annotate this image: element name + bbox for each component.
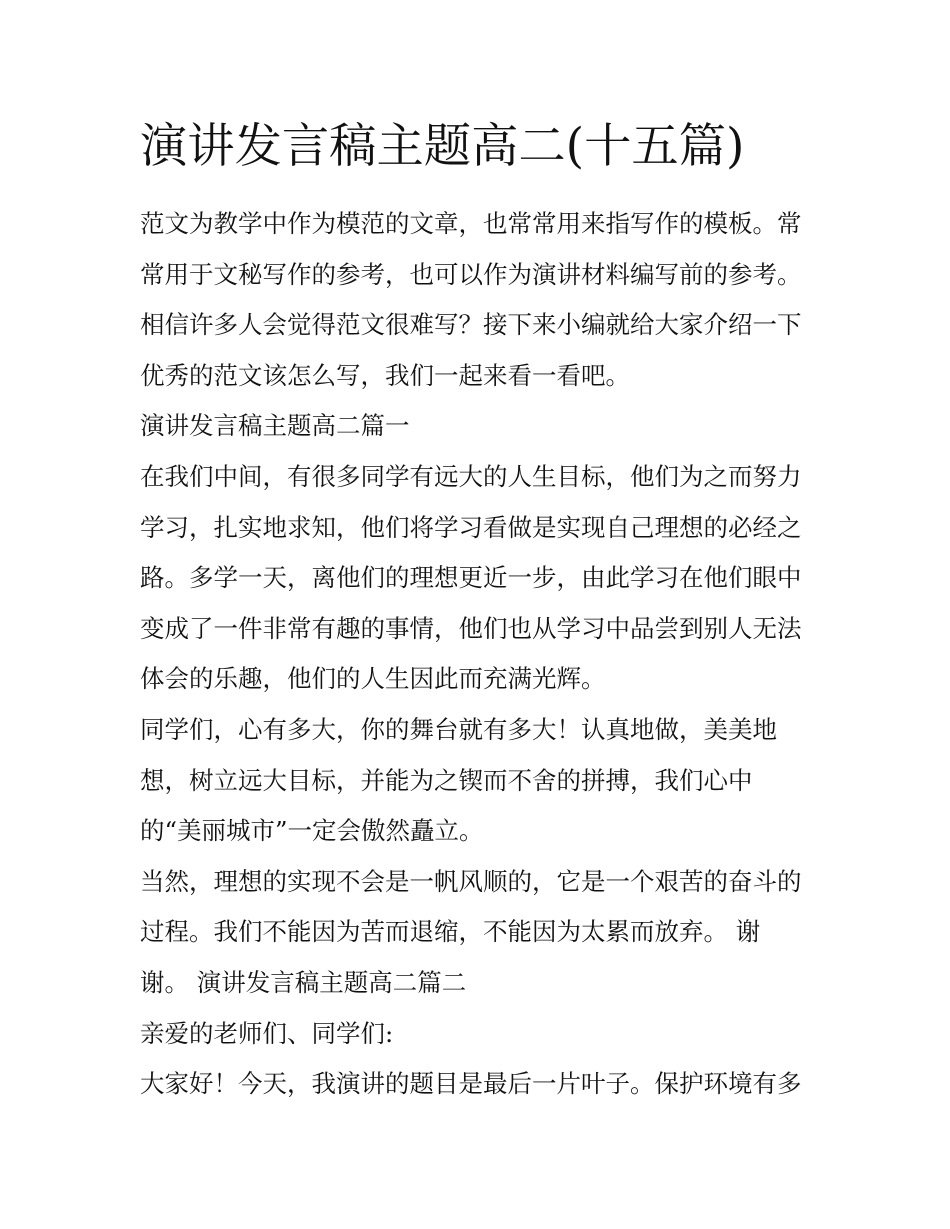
text-line: 学习，扎实地求知，他们将学习看做是实现自己理想的必经之 bbox=[140, 512, 802, 542]
text-line: 体会的乐趣，他们的人生因此而充满光辉。 bbox=[140, 664, 606, 694]
text-line: 同学们，心有多大，你的舞台就有多大！认真地做，美美地 bbox=[140, 714, 777, 744]
text-line: 当然，理想的实现不会是一帆风顺的，它是一个艰苦的奋斗的 bbox=[140, 866, 802, 896]
text-line: 大家好！今天，我演讲的题目是最后一片叶子。保护环境有多 bbox=[140, 1069, 802, 1099]
text-line: 想，树立远大目标，并能为之锲而不舍的拼搏，我们心中 bbox=[140, 765, 753, 795]
text-line: 过程。我们不能因为苦而退缩，不能因为太累而放弃。 谢 bbox=[140, 917, 761, 947]
text-line: 谢。 演讲发言稿主题高二篇二 bbox=[140, 967, 467, 997]
section-heading: 演讲发言稿主题高二篇一 bbox=[140, 411, 410, 441]
text-line: 优秀的范文该怎么写，我们一起来看一看吧。 bbox=[140, 360, 630, 390]
document-title: 演讲发言稿主题高二(十五篇) bbox=[140, 119, 745, 174]
text-line: 相信许多人会觉得范文很难写？接下来小编就给大家介绍一下 bbox=[140, 310, 802, 340]
document-body bbox=[140, 199, 820, 1110]
text-line: 的“美丽城市”一定会傲然矗立。 bbox=[140, 816, 484, 846]
text-line: 范文为教学中作为模范的文章，也常常用来指写作的模板。常 bbox=[140, 209, 802, 238]
text-line: 变成了一件非常有趣的事情，他们也从学习中品尝到别人无法 bbox=[140, 613, 802, 643]
text-line: 路。多学一天，离他们的理想更近一步，由此学习在他们眼中 bbox=[140, 563, 802, 593]
text-line: 在我们中间，有很多同学有远大的人生目标，他们为之而努力 bbox=[140, 461, 802, 491]
text-line: 常用于文秘写作的参考，也可以作为演讲材料编写前的参考。 bbox=[140, 259, 802, 289]
text-line: 亲爱的老师们、同学们: bbox=[140, 1018, 394, 1048]
